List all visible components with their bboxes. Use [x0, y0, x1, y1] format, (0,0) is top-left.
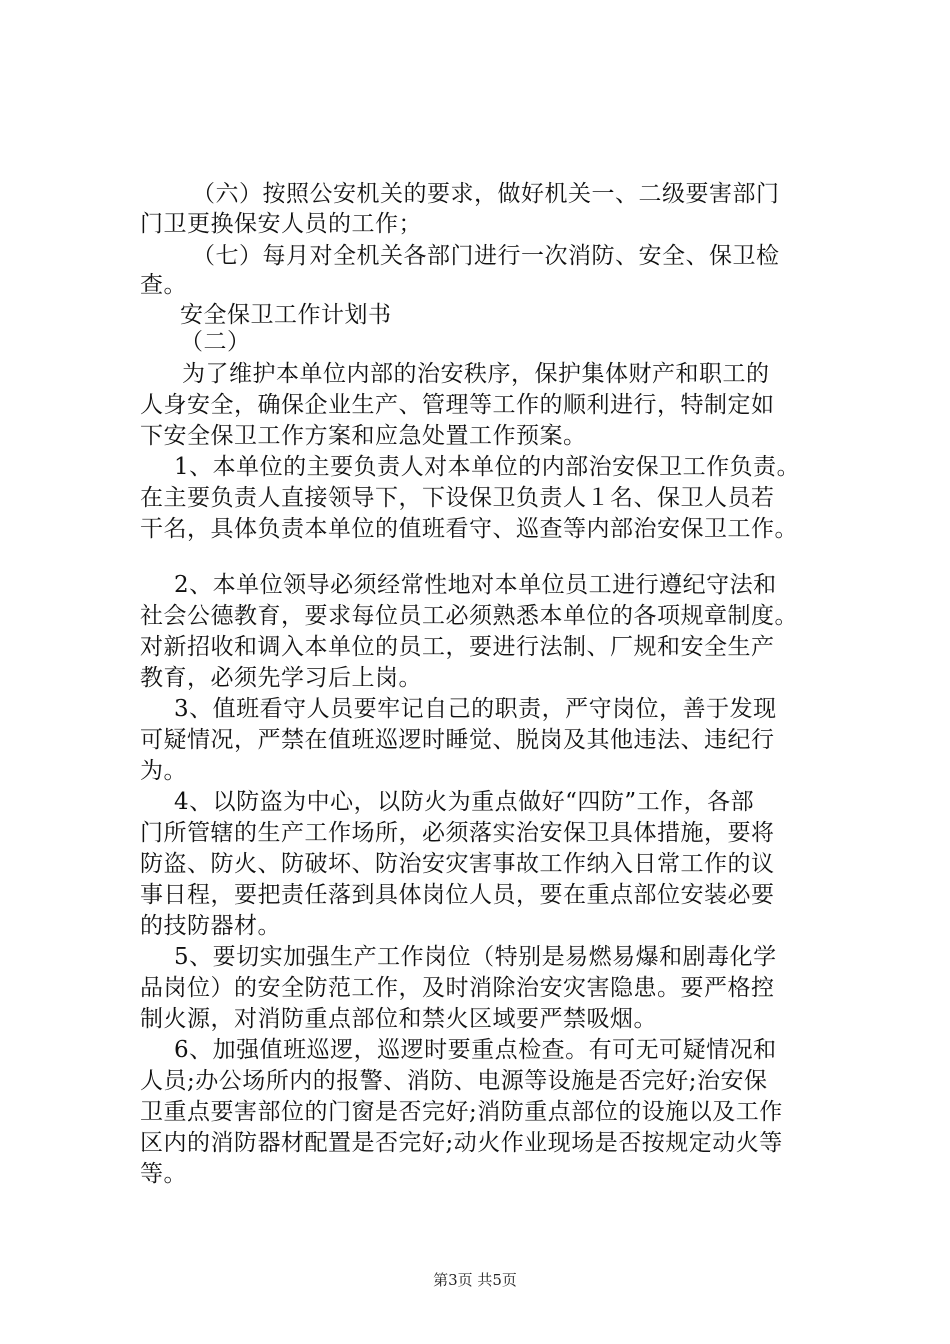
- paragraph-line: （六）按照公安机关的要求，做好机关一、二级要害部门: [192, 181, 780, 207]
- paragraph-line: 为了维护本单位内部的治安秩序，保护集体财产和职工的: [182, 361, 770, 387]
- paragraph-line: 下安全保卫工作方案和应急处置工作预案。: [140, 423, 587, 449]
- paragraph-line: 制火源，对消防重点部位和禁火区域要严禁吸烟。: [140, 1006, 657, 1032]
- paragraph-line: 品岗位）的安全防范工作，及时消除治安灾害隐患。要严格控: [140, 975, 775, 1001]
- paragraph-line: 卫重点要害部位的门窗是否完好;消防重点部位的设施以及工作: [140, 1099, 783, 1125]
- paragraph-line: 可疑情况，严禁在值班巡逻时睡觉、脱岗及其他违法、违纪行: [140, 727, 775, 753]
- paragraph-line: 3、值班看守人员要牢记自己的职责，严守岗位，善于发现: [174, 696, 777, 722]
- page-footer: 第3页 共5页: [433, 1271, 517, 1289]
- paragraph-line: 1、本单位的主要负责人对本单位的内部治安保卫工作负责。: [174, 454, 801, 480]
- paragraph-line: 等。: [140, 1161, 187, 1187]
- paragraph-line: 人身安全，确保企业生产、管理等工作的顺利进行，特制定如: [140, 392, 775, 418]
- paragraph-line: 干名，具体负责本单位的值班看守、巡查等内部治安保卫工作。: [140, 516, 798, 542]
- paragraph-line: 事日程，要把责任落到具体岗位人员，要在重点部位安装必要: [140, 882, 775, 908]
- paragraph-line: 在主要负责人直接领导下，下设保卫负责人１名、保卫人员若: [140, 485, 775, 511]
- paragraph-line: 门所管辖的生产工作场所，必须落实治安保卫具体措施，要将: [140, 820, 775, 846]
- paragraph-line: 2、本单位领导必须经常性地对本单位员工进行遵纪守法和: [174, 572, 777, 598]
- paragraph-line: 人员;办公场所内的报警、消防、电源等设施是否完好;治安保: [140, 1068, 768, 1094]
- paragraph-line: 社会公德教育，要求每位员工必须熟悉本单位的各项规章制度。: [140, 603, 798, 629]
- paragraph-line: 对新招收和调入本单位的员工，要进行法制、厂规和安全生产: [140, 634, 775, 660]
- paragraph-line: 4、以防盗为中心，以防火为重点做好“四防”工作，各部: [174, 789, 755, 815]
- paragraph-line: 的技防器材。: [140, 913, 281, 939]
- paragraph-line: 教育，必须先学习后上岗。: [140, 665, 422, 691]
- paragraph-line: 5、要切实加强生产工作岗位（特别是易燃易爆和剧毒化学: [174, 944, 777, 970]
- paragraph-line: 门卫更换保安人员的工作；: [140, 211, 422, 237]
- section-number: （二）: [180, 329, 251, 355]
- paragraph-line: 区内的消防器材配置是否完好;动火作业现场是否按规定动火等: [140, 1130, 783, 1156]
- paragraph-line: 查。: [140, 272, 187, 298]
- paragraph-line: 防盗、防火、防破坏、防治安灾害事故工作纳入日常工作的议: [140, 851, 775, 877]
- section-title: 安全保卫工作计划书: [180, 302, 392, 328]
- paragraph-line: （七）每月对全机关各部门进行一次消防、安全、保卫检: [192, 243, 780, 269]
- paragraph-line: 6、加强值班巡逻，巡逻时要重点检查。有可无可疑情况和: [174, 1037, 777, 1063]
- paragraph-line: 为。: [140, 758, 187, 784]
